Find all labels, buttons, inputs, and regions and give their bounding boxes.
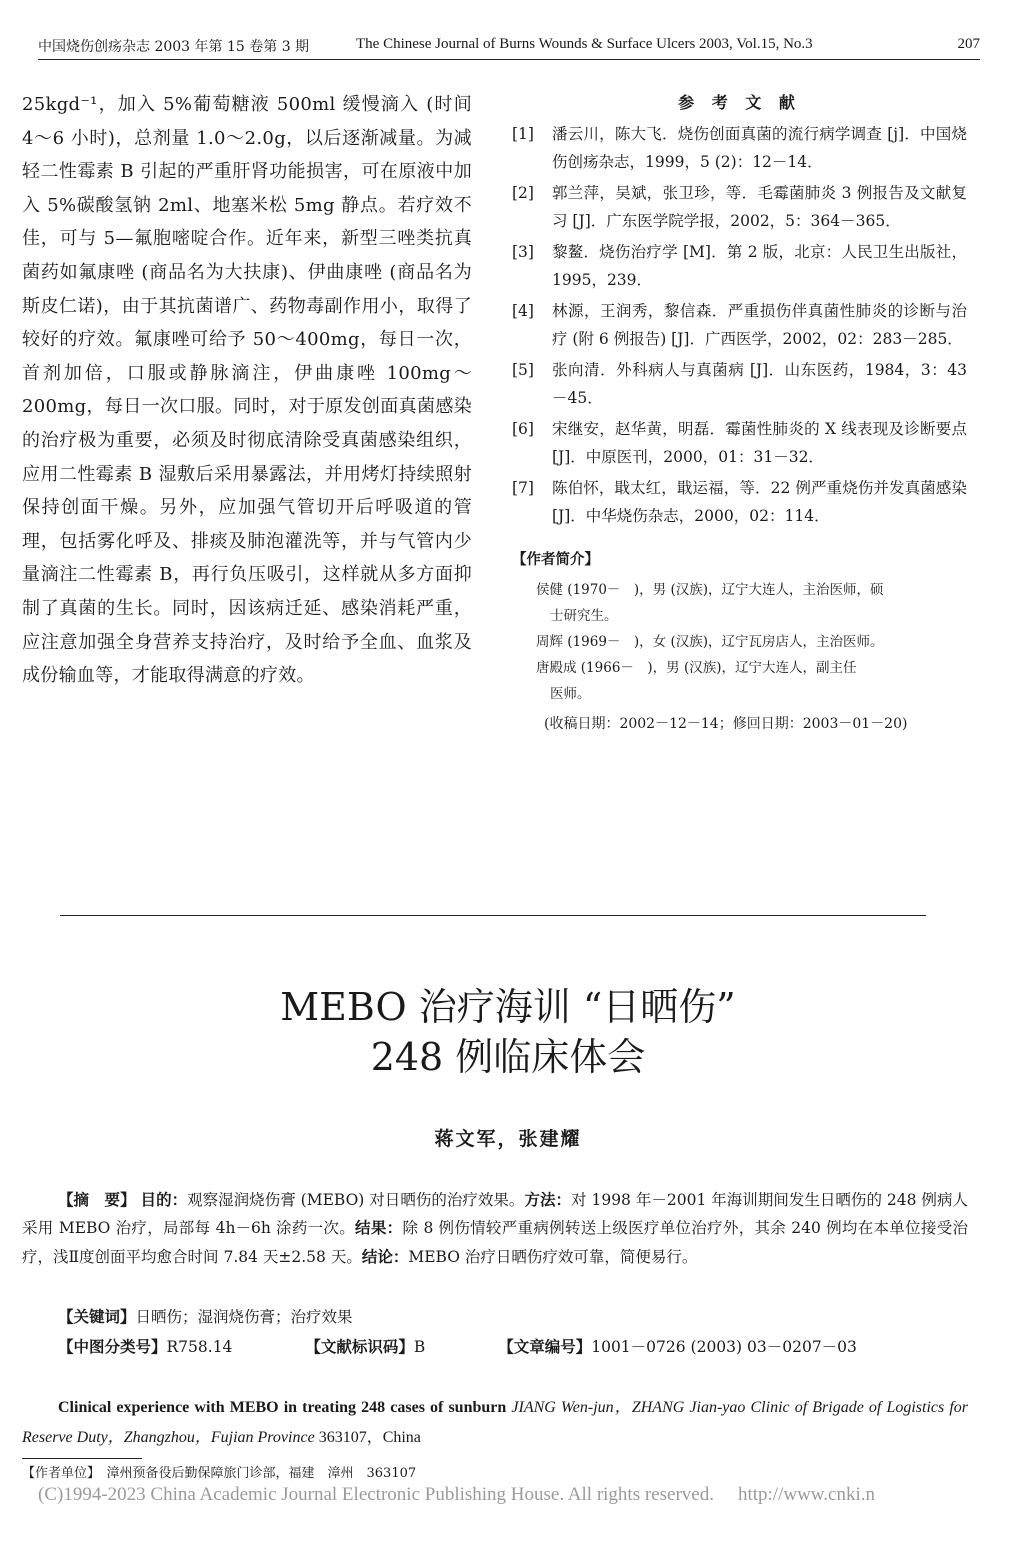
reference-number: [3] <box>512 243 534 261</box>
received-dates: (收稿日期：2002－12－14；修回日期：2003－01－20) <box>544 716 908 732</box>
doc-code-label: 【文献标识码】 <box>305 1337 414 1356</box>
results-label: 结果： <box>355 1218 403 1238</box>
clc-label: 【中图分类号】 <box>58 1337 167 1356</box>
reference-text: 张向清．外科病人与真菌病 [J]．山东医药，1984，3：43－45． <box>552 361 967 407</box>
methods-text: 对 1998 年－2001 年海训期间发生日晒伤的 248 例病人采用 MEBO 治疗，局部每 4h－6h 涂药一次。 <box>22 1191 968 1238</box>
reference-item <box>512 180 967 235</box>
reference-text: 潘云川，陈大飞．烧伤创面真菌的流行病学调查 [j]．中国烧伤创疡杂志，1999，5 (2)：12－14． <box>552 125 967 171</box>
running-header <box>38 36 980 60</box>
reference-list <box>512 121 967 530</box>
author-bio-line: 侯健 (1970－ )，男 (汉族)，辽宁大连人，主治医师，硕 <box>536 582 884 598</box>
author-affiliation-footnote: 【作者单位】 漳州预备役后勤保障旅门诊部，福建 漳州 363107 <box>22 1466 417 1481</box>
author-bio-section <box>512 548 967 737</box>
article-title-line: MEBO 治疗海训 “日晒伤” <box>280 985 736 1029</box>
reference-number: [1] <box>512 125 534 143</box>
clc-value: R758.14 <box>166 1338 233 1356</box>
author-bio-line: 周辉 (1969－ )，女 (汉族)，辽宁瓦房店人，主治医师。 <box>536 634 884 650</box>
author-bio-entry <box>512 655 967 707</box>
classification-line <box>58 1333 925 1361</box>
section-divider <box>60 915 926 916</box>
copyright-text: (C)1994-2023 China Academic Journal Electronic Publishing House. All rights reserved. <box>38 1484 714 1505</box>
body-text-left-column: 25kgd⁻¹，加入 5%葡萄糖液 500ml 缓慢滴入 (时间 4～6 小时)，总剂量 1.0～2.0g，以后逐渐减量。为减轻二性霉素 B 引起的严重肝肾功能损害，可在原液中加入 5%碳酸氢钠 2ml、地塞米松 5mg 静点。若疗效不佳，可与 5—氟胞嘧啶合作。近年来，新型三唑类抗真菌药如氟康唑 (商品名为大扶康)、伊曲康唑 (商品名为斯皮仁诺)，由于其抗菌谱广、药物毒副作用小，取得了较好的疗效。氟康唑可给予 50～400mg，每日一次，首剂加倍，口服或静脉滴注，伊曲康唑 100mg～200mg，每日一次口服。同时，对于原发创面真菌感染的治疗极为重要，必须及时彻底清除受真菌感染组织，应用二性霉素 B 湿敷后采用暴露法，并用烤灯持续照射保持创面干燥。另外，应加强气管切开后呼吸道的管理，包括雾化呼及、排痰及肺泡灌洗等，并与气管内少量滴注二性霉素 B，再行负压吸引，这样就从多方面抑制了真菌的生长。同时，因该病迁延、感染消耗严重，应注意加强全身营养支持治疗，及时给予全血、血浆及成份输血等，才能取得满意的疗效。 <box>22 94 472 687</box>
english-title-block <box>22 1393 968 1453</box>
author-bio-entry <box>512 629 967 655</box>
references-heading: 参 考 文 献 <box>678 93 801 112</box>
reference-number: [6] <box>512 420 534 438</box>
conclusion-label: 结论： <box>361 1246 409 1266</box>
author-bio-entry <box>512 577 967 629</box>
conclusion-text: MEBO 治疗日晒伤疗效可靠，简便易行。 <box>408 1247 698 1266</box>
reference-number: [4] <box>512 302 534 320</box>
reference-item <box>512 475 967 530</box>
reference-number: [2] <box>512 184 534 202</box>
reference-text: 陈伯怀，戢太红，戢运福，等．22 例严重烧伤并发真菌感染 [J]．中华烧伤杂志，2000，02：114． <box>552 479 967 525</box>
english-affiliation: Clinic of Brigade of Logistics for Reserve Duty，Zhangzhou，Fujian Province <box>22 1399 969 1446</box>
reference-text: 宋继安，赵华黄，明磊．霉菌性肺炎的 X 线表现及诊断要点 [J]．中原医刊，2000，01：31－32． <box>552 420 967 466</box>
article-title <box>0 982 1016 1082</box>
reference-item <box>512 121 967 176</box>
author-bio-line: 唐殿成 (1966－ )，男 (汉族)，辽宁大连人，副主任 <box>536 660 857 676</box>
methods-label: 方法： <box>524 1190 572 1209</box>
reference-text: 林源，王润秀，黎信森．严重损伤伴真菌性肺炎的诊断与治疗 (附 6 例报告) [J]．广西医学，2002，02：283－285． <box>552 302 967 348</box>
reference-number: [7] <box>512 479 534 497</box>
abstract <box>22 1186 968 1271</box>
english-title: Clinical experience with MEBO in treating 248 cases of sunburn <box>58 1399 507 1416</box>
copyright-url: http://www.cnki.n <box>737 1484 876 1505</box>
reference-item <box>512 416 967 471</box>
reference-item <box>512 298 967 353</box>
article-number-label: 【文章编号】 <box>498 1337 592 1356</box>
objective-label: 目的： <box>140 1190 188 1209</box>
doc-code-value: B <box>413 1338 426 1356</box>
author-bio-continuation: 士研究生。 <box>550 608 618 624</box>
author-bio-heading: 【作者简介】 <box>512 551 599 568</box>
reference-text: 黎鳌．烧伤治疗学 [M]．第 2 版，北京：人民卫生出版社，1995，239． <box>552 243 967 289</box>
reference-item <box>512 357 967 412</box>
keywords-text: 日晒伤；湿润烧伤膏；治疗效果 <box>135 1308 353 1326</box>
english-postcode: 363107，China <box>318 1429 421 1446</box>
author-bio-continuation: 医师。 <box>550 686 591 702</box>
reference-number: [5] <box>512 361 534 379</box>
article-number-value: 1001－0726 (2003) 03－0207－03 <box>591 1338 857 1356</box>
right-column <box>512 90 967 737</box>
results-text: 除 8 例伤情较严重病例转送上级医疗单位治疗外，其余 240 例均在本单位接受治疗，浅Ⅱ度创面平均愈合时间 7.84 天±2.58 天。 <box>22 1219 968 1266</box>
keywords-label: 【关键词】 <box>58 1307 136 1326</box>
footnote-rule <box>22 1458 142 1459</box>
keywords-line <box>58 1303 353 1331</box>
article-title-line: 248 例临床体会 <box>370 1035 646 1079</box>
header-journal-cn: 中国烧伤创疡杂志 2003 年第 15 卷第 3 期 <box>38 39 310 55</box>
english-authors: JIANG Wen-jun，ZHANG Jian-yao <box>511 1399 746 1416</box>
header-journal-en: The Chinese Journal of Burns Wounds & Surface Ulcers 2003, Vol.15, No.3 <box>356 36 813 52</box>
reference-text: 郭兰萍，吴斌，张卫珍，等．毛霉菌肺炎 3 例报告及文献复习 [J]．广东医学院学报，2002，5：364－365． <box>552 184 967 230</box>
page-number: 207 <box>957 36 980 52</box>
objective-text: 观察湿润烧伤膏 (MEBO) 对日晒伤的治疗效果。 <box>187 1191 525 1209</box>
article-authors: 蒋文军，张建耀 <box>434 1128 582 1150</box>
abstract-label: 【摘 要】 <box>58 1190 136 1209</box>
reference-item <box>512 239 967 294</box>
copyright-watermark <box>38 1484 875 1506</box>
